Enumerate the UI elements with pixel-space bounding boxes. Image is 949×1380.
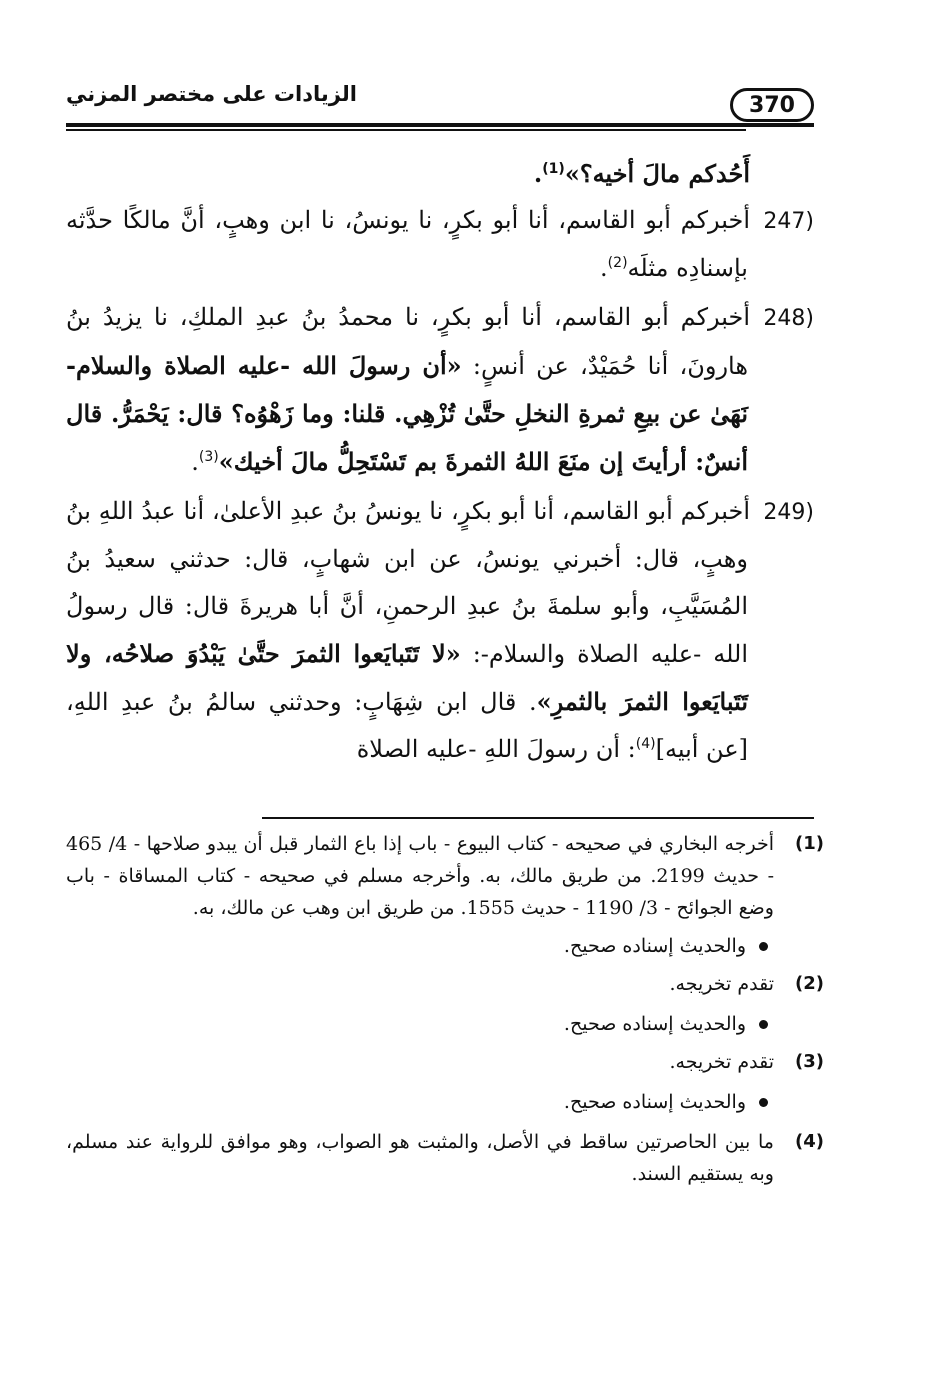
footnote-ref-4: (4) — [635, 736, 656, 752]
hadith-247 — [66, 197, 814, 292]
footnote-3-note — [66, 1086, 824, 1118]
footnote-ref-2: (2) — [607, 255, 628, 271]
header-rule-thick — [66, 123, 814, 127]
hadith-247-text: أخبركم أبو القاسم، أنا أبو بكرٍ، نا يونسُ، نا ابن وهبٍ، أنَّ مالكًا حدَّثه بإسنادِه مثلَه — [66, 206, 750, 282]
intro-end: . — [533, 159, 543, 188]
footnote-1-note — [66, 930, 824, 962]
hadith-number-247: (247 — [763, 209, 814, 234]
intro-text: أَحُدكم مالَ أخيه؟» — [564, 159, 750, 188]
bullet-icon — [759, 942, 768, 951]
footnote-note-text: والحديث إسناده صحيح. — [563, 935, 746, 957]
footnote-number: (2) — [795, 973, 824, 994]
footnote-number: (4) — [795, 1131, 824, 1152]
hadith-249-matn: «لا تَتَبايَعوا الثمرَ حتَّىٰ يَبْدُوَ صلاحُه، ولا تَتَبايَعوا الثمرَ بالثمرِ» — [66, 639, 749, 716]
footnote-ref-3: (3) — [198, 449, 219, 465]
footnote-text: تقدم تخريجه. — [669, 1051, 774, 1073]
hadith-247-end: . — [600, 254, 608, 282]
hadith-number-248: (248 — [763, 306, 814, 331]
footnote-note-text: والحديث إسناده صحيح. — [563, 1013, 746, 1035]
footnote-text: ما بين الحاصرتين ساقط في الأصل، والمثبت هو الصواب، وهو موافق للرواية عند مسلم، وبه يستقيم السند. — [66, 1131, 774, 1185]
footnote-note-text: والحديث إسناده صحيح. — [563, 1091, 746, 1113]
footnote-separator — [262, 817, 814, 819]
footnote-text: تقدم تخريجه. — [669, 973, 774, 995]
bullet-icon — [759, 1020, 768, 1029]
footnote-ref-1: (1) — [542, 161, 565, 177]
hadith-249-tail: : أن رسولَ اللهِ -عليه الصلاة — [356, 735, 636, 763]
running-title: الزيادات على مختصر المزني — [66, 82, 357, 106]
footnote-4 — [66, 1126, 824, 1190]
footnote-2-note — [66, 1008, 824, 1040]
hadith-number-249: (249 — [763, 500, 814, 525]
main-text — [66, 150, 814, 775]
bullet-icon — [759, 1098, 768, 1107]
hadith-248-isnad: أخبركم أبو القاسم، أنا أبو بكرٍ، نا محمدُ بنُ عبدِ الملكِ، نا يزيدُ بنُ هارونَ، أنا حُمَيْدٌ، عن أنسٍ: — [66, 303, 750, 380]
hadith-249-isnad: أخبركم أبو القاسم، أنا أبو بكرٍ، نا يونسُ بنُ عبدِ الأعلىٰ، أنا عبدُ اللهِ بنُ وهبٍ، قال: أخبرني يونسُ، عن ابن شهابٍ، قال: حدثني سعيدُ بنُ المُسَيَّبِ، وأبو سلمةَ بنُ عبدِ الرحمنِ، أنَّ أبا هريرةَ قال: قال رسولُ الله -عليه الصلاة والسلام-: — [66, 497, 750, 668]
hadith-249-continuation: . قال ابن شِهَابٍ: وحدثني سالمُ بنُ عبدِ اللهِ، [عن أبيه] — [66, 688, 748, 763]
page-number: 370 — [730, 88, 814, 122]
footnote-number: (3) — [795, 1051, 824, 1072]
footnote-3 — [66, 1046, 824, 1078]
footnote-number: (1) — [795, 833, 824, 854]
header-rule-thin — [66, 129, 746, 131]
intro-line — [66, 150, 814, 197]
hadith-249 — [66, 488, 814, 773]
footnote-text: أخرجه البخاري في صحيحه - كتاب البيوع - باب إذا باع الثمار قبل أن يبدو صلاحها - 4/ 465 - حديث 2199. من طريق مالك، به. وأخرجه مسلم في صحيحه - كتاب المساقاة - باب وضع الجوائح - 3/ 1190 - حديث 1555. من طريق ابن وهب عن مالك، به. — [66, 833, 774, 919]
hadith-248 — [66, 294, 814, 486]
hadith-248-matn: «أن رسولَ الله -عليه الصلاة والسلام- نَهَىٰ عن بيعِ ثمرةِ النخلِ حتَّىٰ تُزْهِي. قلنا: وما زَهْوُه؟ قال: يَحْمَرُّ. قال أنسٌ: أرأيتَ إن منَعَ اللهُ الثمرةَ بم تَسْتَحِلُّ مالَ أخيك» — [66, 351, 748, 476]
footnote-1 — [66, 828, 824, 924]
footnote-2 — [66, 968, 824, 1000]
footnotes — [66, 828, 824, 1190]
hadith-248-end: . — [191, 448, 199, 476]
